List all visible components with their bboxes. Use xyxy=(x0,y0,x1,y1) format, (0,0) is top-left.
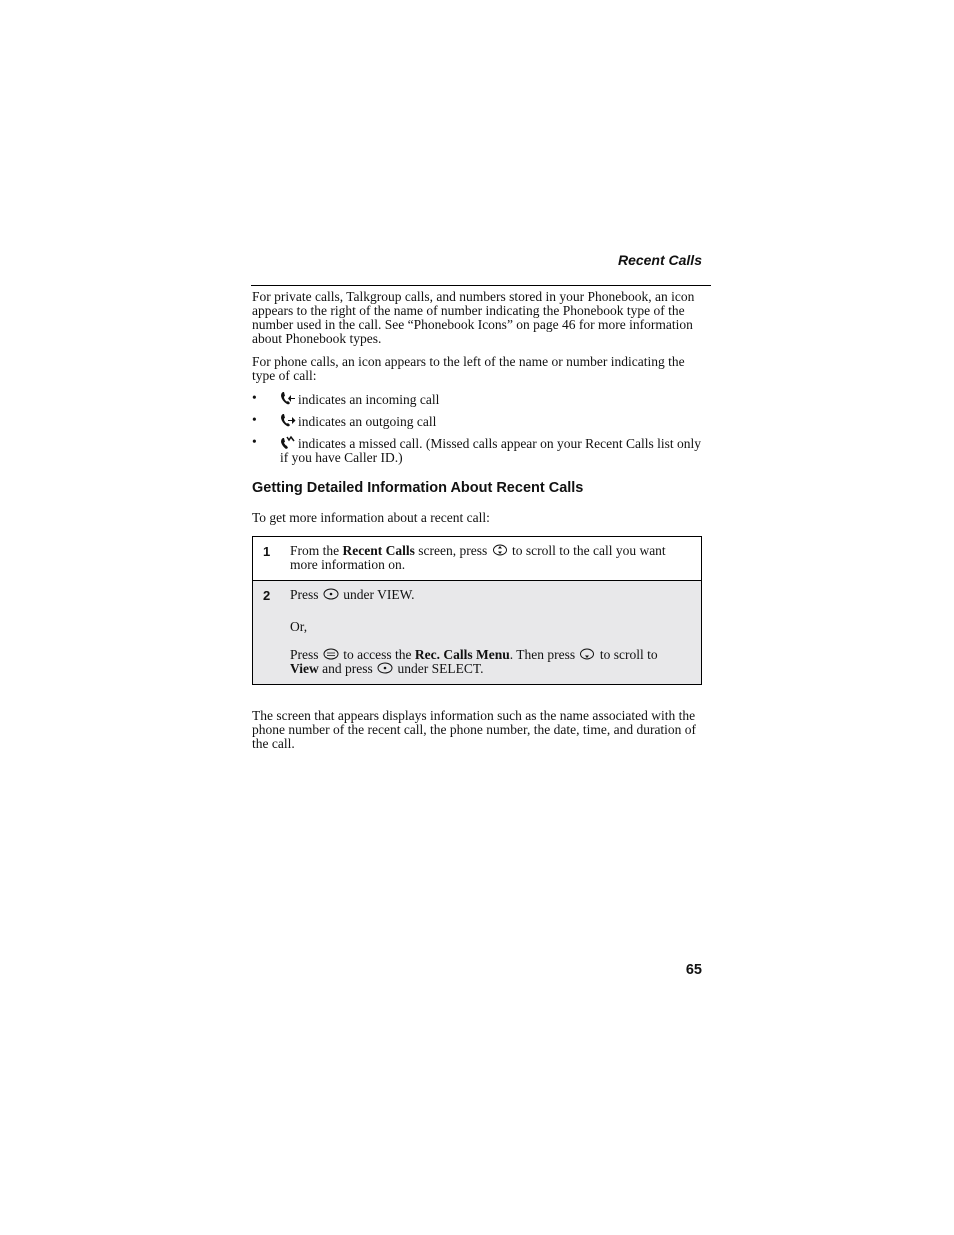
step-text: to scroll to xyxy=(596,647,658,662)
closing-paragraph: The screen that appears displays information such as the name associated with the phone number of the recent call, the phone number, the date, time, and duration of the call. xyxy=(252,708,697,751)
step-or: Or, xyxy=(290,619,308,634)
bullet-marker: • xyxy=(252,390,257,405)
option-key-icon xyxy=(376,662,394,674)
step-text: Press xyxy=(290,647,322,662)
section-title: Getting Detailed Information About Recent Calls xyxy=(252,480,584,496)
menu-key-icon xyxy=(322,648,340,660)
step-bold-text: View xyxy=(290,661,319,676)
navigation-key-icon xyxy=(578,648,596,660)
step-text: screen, press xyxy=(414,543,491,558)
bullet-text: indicates an outgoing call xyxy=(298,414,437,429)
table-row xyxy=(253,581,702,685)
bullet-marker: • xyxy=(252,412,257,427)
bullet-marker: • xyxy=(252,434,257,449)
step-bold-text: Rec. Calls Menu xyxy=(414,647,510,662)
bullet-text: indicates an incoming call xyxy=(298,392,440,407)
header-rule xyxy=(251,285,711,286)
intro-paragraph-2: For phone calls, an icon appears to the left of the name or number indicating the type of call: xyxy=(252,354,685,383)
step-text: under SELECT. xyxy=(394,661,484,676)
option-key-icon xyxy=(322,588,340,600)
steps-table xyxy=(252,536,702,685)
step-text: and press xyxy=(318,661,377,676)
incoming-call-icon xyxy=(280,391,296,406)
step-body xyxy=(289,537,702,581)
step-text: Press xyxy=(290,587,322,602)
bullet-text: indicates a missed call. (Missed calls appear on your Recent Calls list only if you have Caller ID.) xyxy=(280,436,702,465)
outgoing-call-icon xyxy=(280,413,296,428)
step-line xyxy=(290,648,681,676)
step-text: to scroll to the call you want more information on. xyxy=(290,543,666,572)
page-number: 65 xyxy=(685,962,702,978)
running-head-title: Recent Calls xyxy=(617,252,702,268)
section-lead: To get more information about a recent call: xyxy=(252,510,490,525)
step-text: From the xyxy=(290,543,343,558)
table-row xyxy=(253,537,702,581)
step-number: 1 xyxy=(253,537,290,581)
call-type-list xyxy=(252,391,704,471)
step-text: under VIEW. xyxy=(339,587,415,602)
list-item xyxy=(252,391,704,407)
list-item xyxy=(252,413,704,429)
step-body xyxy=(289,581,702,685)
missed-call-icon xyxy=(280,435,296,450)
step-text: . Then press xyxy=(509,647,579,662)
list-item xyxy=(252,435,704,465)
step-bold-text: Recent Calls xyxy=(342,543,415,558)
intro-paragraph-1: For private calls, Talkgroup calls, and numbers stored in your Phonebook, an icon appears to the right of the name of number indicating the Phonebook type of the number used in the call. See “Phonebook Icons” on page 46 for more information about Phonebook types. xyxy=(252,289,695,346)
step-line xyxy=(290,588,681,602)
step-number: 2 xyxy=(253,581,290,685)
navigation-key-icon xyxy=(491,544,509,556)
step-text: to access the xyxy=(339,647,415,662)
